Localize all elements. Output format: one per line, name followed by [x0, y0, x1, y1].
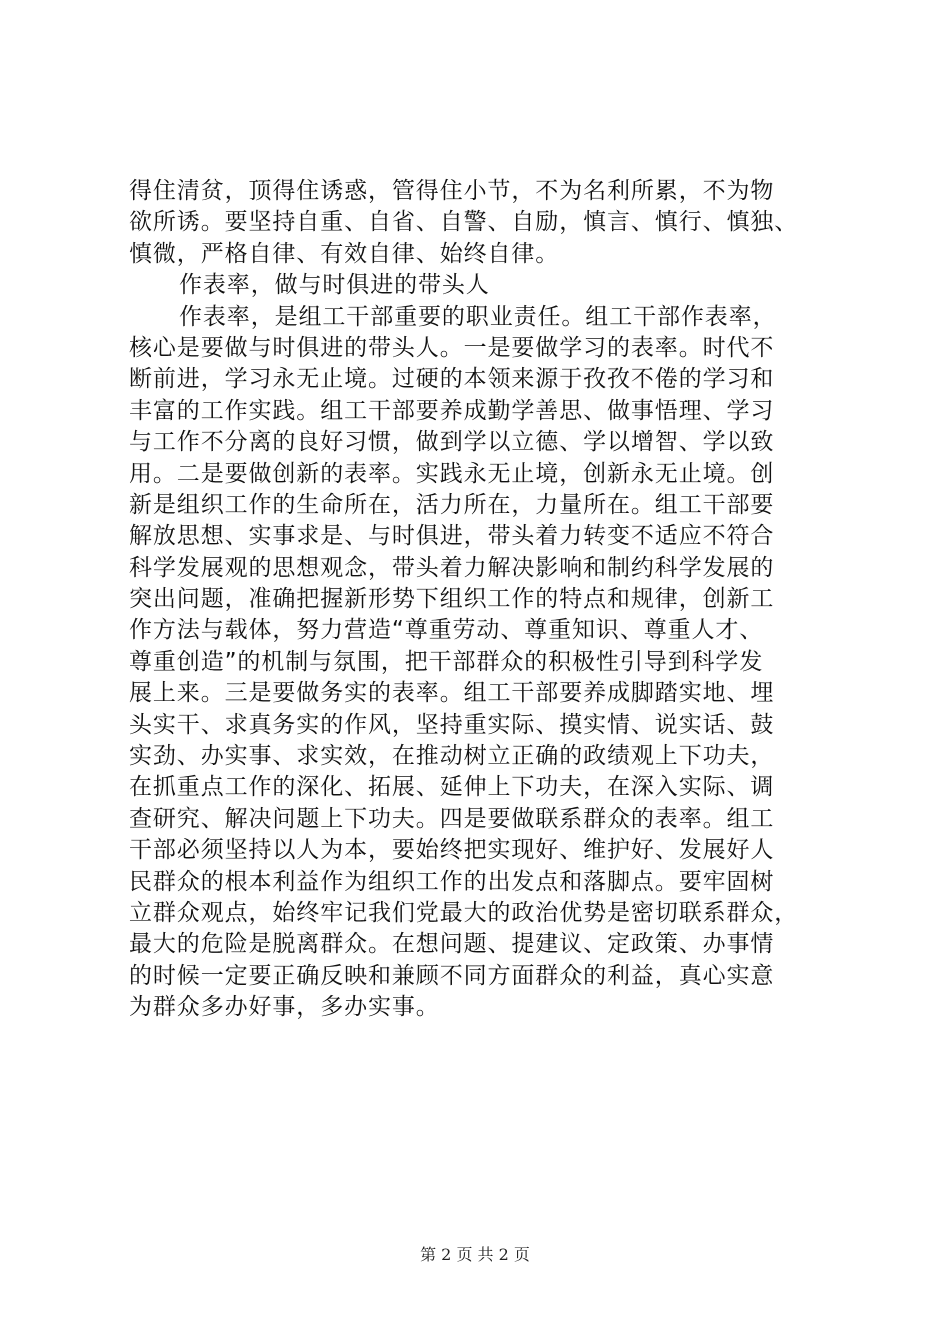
text-line: 丰富的工作实践。组工干部要养成勤学善思、做事悟理、学习: [129, 397, 775, 424]
text-line: 的时候一定要正确反映和兼顾不同方面群众的利益，真心实意: [129, 962, 775, 989]
text-line: 欲所诱。要坚持自重、自省、自警、自励，慎言、慎行、慎独、: [129, 209, 799, 236]
page-footer: 第 2 页 共 2 页: [420, 1245, 530, 1264]
text-line: 查研究、解决问题上下功夫。四是要做联系群众的表率。组工: [129, 805, 775, 832]
text-line: 在抓重点工作的深化、拓展、延伸上下功夫，在深入实际、调: [129, 774, 775, 801]
document-body: [129, 176, 829, 1024]
text-line: 科学发展观的思想观念，带头着力解决影响和制约科学发展的: [129, 554, 775, 581]
text-line: 作表率，是组工干部重要的职业责任。组工干部作表率，: [179, 303, 777, 330]
text-line: 立群众观点，始终牢记我们党最大的政治优势是密切联系群众，: [129, 899, 799, 926]
text-line: 断前进，学习永无止境。过硬的本领来源于孜孜不倦的学习和: [129, 366, 775, 393]
text-line: 民群众的根本利益作为组织工作的出发点和落脚点。要牢固树: [129, 868, 775, 895]
text-line: 尊重创造”的机制与氛围，把干部群众的积极性引导到科学发: [129, 648, 764, 675]
text-line: 新是组织工作的生命所在，活力所在，力量所在。组工干部要: [129, 491, 775, 518]
text-line: 展上来。三是要做务实的表率。组工干部要养成脚踏实地、埋: [129, 680, 775, 707]
text-line: 最大的危险是脱离群众。在想问题、提建议、定政策、办事情: [129, 931, 775, 958]
text-line: 核心是要做与时俱进的带头人。一是要做学习的表率。时代不: [129, 334, 775, 361]
text-line: 突出问题，准确把握新形势下组织工作的特点和规律，创新工: [129, 586, 775, 613]
text-line: 慎微，严格自律、有效自律、始终自律。: [129, 240, 560, 267]
text-line: 头实干、求真务实的作风，坚持重实际、摸实情、说实话、鼓: [129, 711, 775, 738]
text-line: 为群众多办好事，多办实事。: [129, 994, 440, 1021]
text-line: 用。二是要做创新的表率。实践永无止境，创新永无止境。创: [129, 460, 775, 487]
section-heading: 作表率，做与时俱进的带头人: [179, 272, 490, 299]
text-line: 得住清贫，顶得住诱惑，管得住小节，不为名利所累，不为物: [129, 178, 775, 204]
text-line: 干部必须坚持以人为本，要始终把实现好、维护好、发展好人: [129, 837, 775, 864]
text-line: 与工作不分离的良好习惯，做到学以立德、学以增智、学以致: [129, 429, 775, 456]
text-line: 作方法与载体，努力营造“尊重劳动、尊重知识、尊重人才、: [129, 617, 764, 644]
text-line: 解放思想、实事求是、与时俱进，带头着力转变不适应不符合: [129, 523, 775, 550]
text-line: 实劲、办实事、求实效，在推动树立正确的政绩观上下功夫，: [129, 743, 775, 770]
